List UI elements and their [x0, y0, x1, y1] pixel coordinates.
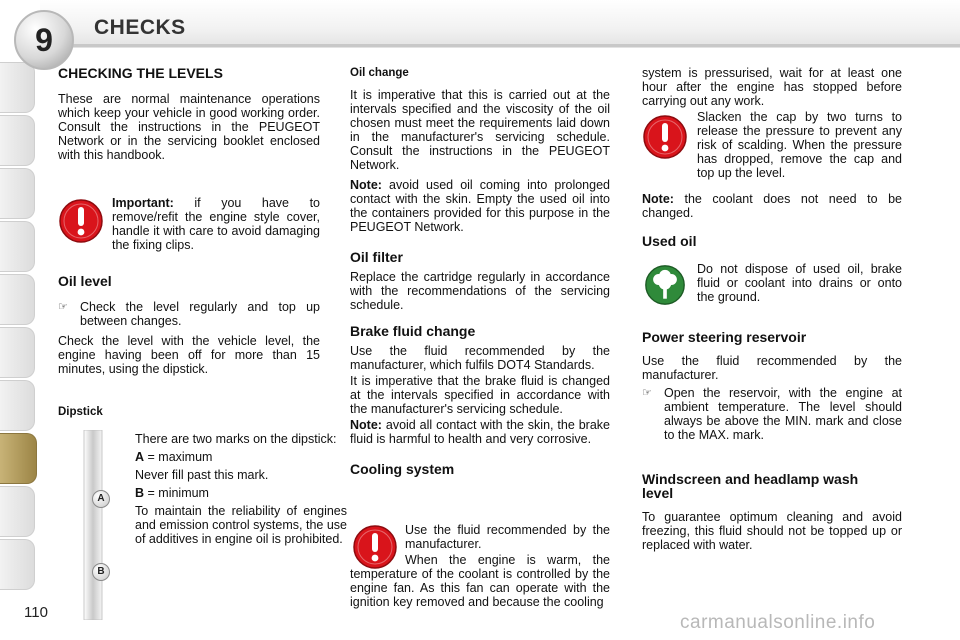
reliability-text: To maintain the reliability of engines and emission control systems, the use of additives in engine oil is prohibited.: [135, 504, 347, 546]
dipstick-text: [135, 432, 347, 552]
dipstick-marker-a: A: [92, 490, 110, 508]
cooling-text-2: When the engine is warm, the temperature of the coolant is controlled by the engine fan. As this fan can operate with the ignition key removed and because the cooling: [350, 553, 610, 609]
dipstick-illustration: [70, 430, 134, 620]
brake-note-text: avoid all contact with the skin, the brake fluid is harmful to health and very corrosive.: [350, 418, 610, 446]
chapter-tab[interactable]: [0, 115, 35, 166]
mark-b-label: B: [135, 486, 145, 500]
power-steering-text: Use the fluid recommended by the manufacturer.: [642, 354, 902, 382]
brake-fluid-text-1: Use the fluid recommended by the manufacturer, which fulfils DOT4 Standards.: [350, 344, 610, 372]
cooling-text-wrap: [350, 553, 610, 615]
environment-tree-icon: [644, 264, 686, 306]
oil-level-bullet: [58, 300, 320, 328]
power-steering-section: [642, 330, 902, 448]
brake-note-label: Note:: [350, 418, 382, 432]
mark-a-text: = maximum: [144, 450, 213, 464]
oil-level-heading: Oil level: [58, 273, 112, 289]
chapter-number-badge: 9: [14, 10, 74, 70]
slacken-text: Slacken the cap by two turns to release the pressure to prevent any risk of scalding. When the pressure has dropped, remove the cap and top up the level.: [697, 110, 902, 180]
power-steering-heading: Power steering reservoir: [642, 329, 807, 345]
oil-change-note-label: Note:: [350, 178, 382, 192]
page-number: 110: [24, 604, 48, 621]
chapter-tab[interactable]: [0, 486, 35, 537]
coolant-note-text: the coolant does not need to be changed.: [642, 192, 902, 220]
chapter-tab[interactable]: [0, 327, 35, 378]
power-steering-bullet-text: Open the reservoir, with the engine at ambient temperature. The level should always be above the MIN. mark and close to the MAX. mark.: [664, 386, 902, 442]
important-note: [112, 196, 320, 258]
chapter-tab[interactable]: [0, 168, 35, 219]
oil-level-text: Check the level with the vehicle level, the engine having been off for more than 15 minutes, using the dipstick.: [58, 334, 320, 376]
oil-change-note-text: avoid used oil coming into prolonged contact with the skin. Empty the used oil into the containers provided for this purpose in the PEUGEOT Network.: [350, 178, 610, 234]
warning-exclamation-icon: [58, 198, 104, 244]
warning-exclamation-icon: [642, 114, 688, 160]
cooling-text-1: Use the fluid recommended by the manufacturer.: [405, 523, 610, 551]
header-divider: [60, 44, 960, 47]
column-left: [58, 66, 320, 168]
power-steering-bullet: [642, 386, 902, 442]
cooling-text-top: [405, 523, 610, 554]
dipstick-marker-b: B: [92, 563, 110, 581]
chapter-tab[interactable]: [0, 539, 35, 590]
oil-change-text: It is imperative that this is carried out at the intervals specified and the viscosity of the oil chosen must meet the requirements laid down in the manufacturer's servicing schedule. Consult the instructions in the PEUGEOT Network.: [350, 88, 610, 172]
mark-a-label: A: [135, 450, 145, 464]
dipstick-heading: Dipstick: [58, 406, 103, 418]
column-middle: [350, 66, 610, 476]
slacken-cap-note: [697, 110, 902, 186]
chapter-tab-active[interactable]: [0, 433, 37, 484]
mark-b-text: = minimum: [144, 486, 209, 500]
pressurised-text: system is pressurised, wait for at least one hour after the engine has stopped before carrying out any work.: [642, 66, 902, 108]
intro-text: These are normal maintenance operations which keep your vehicle in good working order. Consult the instructions in the PEUGEOT Network or in the servicing booklet enclosed with this handbook.: [58, 92, 320, 162]
used-oil-note: [697, 262, 902, 310]
important-label: Important:: [112, 196, 174, 210]
coolant-note: [642, 192, 902, 248]
oil-filter-text: Replace the cartridge regularly in accordance with the recommendations of the servicing schedule.: [350, 270, 610, 312]
chapter-title: CHECKS: [94, 16, 186, 39]
washer-section: [642, 472, 902, 558]
pointing-hand-icon: ☞: [58, 301, 68, 313]
coolant-note-label: Note:: [642, 192, 674, 206]
chapter-tab[interactable]: [0, 62, 35, 113]
important-text: if you have to remove/refit the engine style cover, handle it with care to avoid damaging the fixing clips.: [112, 196, 320, 252]
washer-heading: Windscreen and headlamp wash level: [642, 471, 859, 501]
never-fill-text: Never fill past this mark.: [135, 468, 269, 482]
pointing-hand-icon: ☞: [642, 387, 652, 399]
chapter-tabs: [0, 0, 38, 640]
cooling-system-heading: Cooling system: [350, 461, 455, 477]
oil-level-section: [58, 274, 320, 382]
oil-change-heading: Oil change: [350, 67, 409, 79]
chapter-tab[interactable]: [0, 380, 35, 431]
section-heading-checking-levels: CHECKING THE LEVELS: [58, 65, 223, 81]
brake-fluid-heading: Brake fluid change: [350, 323, 476, 339]
watermark: carmanualsonline.info: [680, 612, 876, 633]
column-right: [642, 66, 902, 114]
used-oil-heading: Used oil: [642, 233, 697, 249]
used-oil-text: Do not dispose of used oil, brake fluid or coolant into drains or onto the ground.: [697, 262, 902, 304]
chapter-tab[interactable]: [0, 221, 35, 272]
brake-fluid-text-2: It is imperative that the brake fluid is changed at the intervals specified in accordance with the manufacturer's servicing schedule.: [350, 374, 610, 416]
chapter-tab[interactable]: [0, 274, 35, 325]
oil-filter-heading: Oil filter: [350, 249, 403, 265]
washer-text: To guarantee optimum cleaning and avoid freezing, this fluid should not be topped up or replaced with water.: [642, 510, 902, 552]
oil-level-bullet-text: Check the level regularly and top up between changes.: [80, 300, 320, 328]
dipstick-intro: There are two marks on the dipstick:: [135, 432, 337, 446]
